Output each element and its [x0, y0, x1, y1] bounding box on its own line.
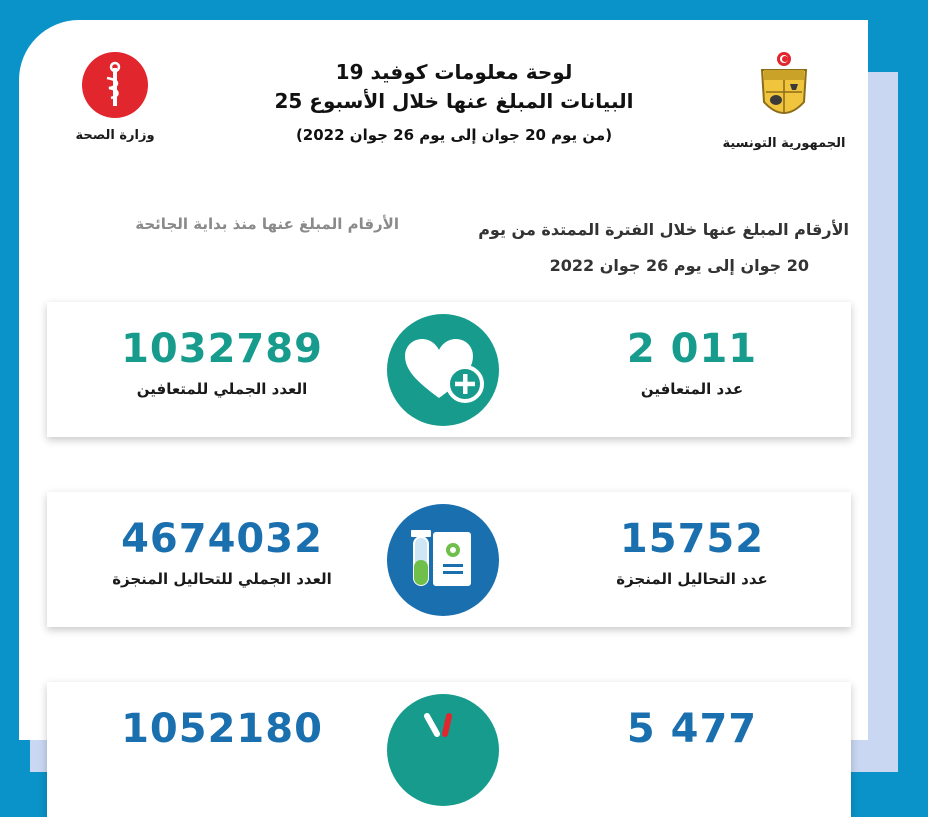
- header: [19, 20, 868, 200]
- coat-of-arms-icon: [754, 50, 814, 128]
- recoveries-week: [567, 326, 817, 398]
- vaccination-total-value: 1052180: [121, 706, 323, 752]
- recoveries-total-label: العدد الجملي للمتعافين: [136, 380, 308, 398]
- ministry-emblem: [75, 50, 155, 143]
- recoveries-week-value: 2 011: [626, 326, 758, 372]
- ministry-caption: وزارة الصحة: [75, 128, 155, 143]
- vaccine-icon: [387, 694, 499, 806]
- recoveries-total-value: 1032789: [121, 326, 323, 372]
- heart-plus-icon: [387, 314, 499, 426]
- vaccination-card: [47, 682, 851, 817]
- title-date-range: (من يوم 20 جوان إلى يوم 26 جوان 2022): [295, 126, 613, 144]
- test-tube-report-icon: [387, 504, 499, 616]
- vaccination-week-value: 5 477: [626, 706, 758, 752]
- period-heading-line-2: 20 جوان إلى يوم 26 جوان 2022: [549, 256, 809, 275]
- ministry-logo-icon: [80, 50, 150, 120]
- recoveries-total: [87, 326, 357, 398]
- title-line-1: لوحة معلومات كوفيد 19: [335, 60, 573, 84]
- tests-total-label: العدد الجملي للتحاليل المنجزة: [112, 570, 332, 588]
- vaccination-week: [567, 706, 817, 752]
- republic-caption: الجمهورية التونسية: [722, 136, 846, 151]
- tests-week-label: عدد التحاليل المنجزة: [616, 570, 768, 588]
- tests-card: [47, 492, 851, 627]
- cumulative-heading: الأرقام المبلغ عنها منذ بداية الجائحة: [135, 215, 399, 233]
- dashboard-sheet: [19, 20, 868, 752]
- republic-emblem: [714, 50, 854, 151]
- tests-week-value: 15752: [619, 516, 765, 562]
- page-title: [209, 58, 699, 150]
- period-heading: [459, 212, 849, 284]
- title-line-2: البيانات المبلغ عنها خلال الأسبوع 25: [274, 89, 634, 113]
- vaccination-total: [87, 706, 357, 752]
- tests-total-value: 4674032: [121, 516, 323, 562]
- tests-week: [567, 516, 817, 588]
- period-heading-line-1: الأرقام المبلغ عنها خلال الفترة الممتدة من يوم: [478, 220, 849, 239]
- tests-total: [87, 516, 357, 588]
- recoveries-week-label: عدد المتعافين: [640, 380, 744, 398]
- recoveries-card: [47, 302, 851, 437]
